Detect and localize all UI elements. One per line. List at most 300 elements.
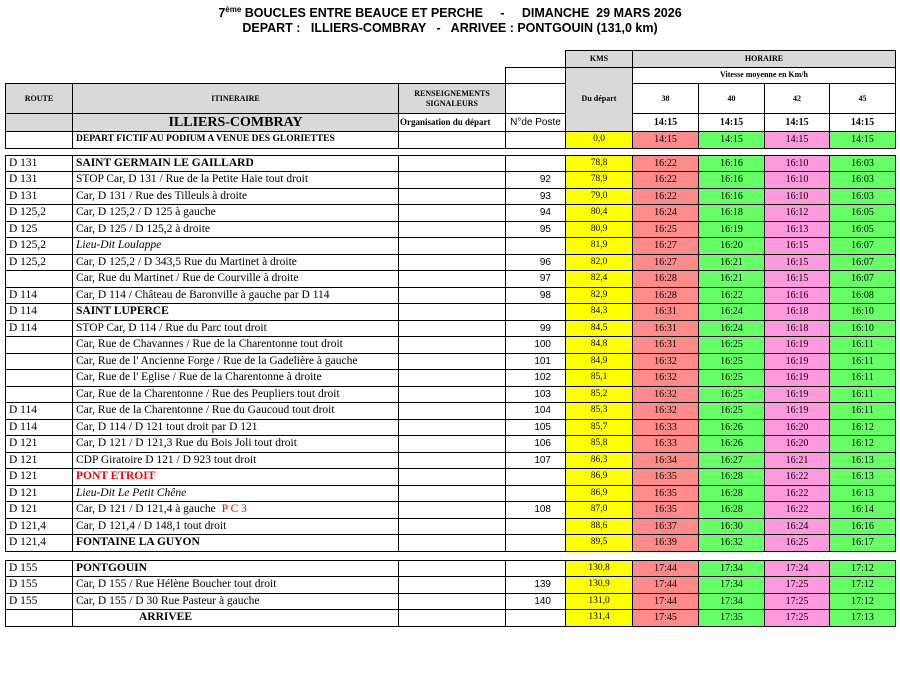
km-cell: 82,0 (566, 254, 633, 271)
km-cell: 84,9 (566, 353, 633, 370)
poste-cell: 108 (506, 502, 566, 519)
time-45-cell: 16:12 (830, 419, 896, 436)
renseignements-cell (399, 188, 506, 205)
route-cell: D 131 (6, 188, 73, 205)
table-row (6, 560, 896, 577)
time-45-cell: 16:13 (830, 469, 896, 486)
time-45-cell: 16:11 (830, 370, 896, 387)
time-42-cell: 16:10 (765, 188, 830, 205)
table-row (6, 188, 896, 205)
poste-cell: 104 (506, 403, 566, 420)
itineraire-text: Car, D 125 / D 125,2 à droite (76, 222, 211, 235)
depart-fictif-text: DEPART FICTIF AU PODIUM A VENUE DES GLORIETTES (73, 132, 399, 149)
time-38-cell: 16:31 (633, 320, 699, 337)
table-row (6, 436, 896, 453)
time-40-cell: 16:16 (699, 155, 765, 172)
renseignements-cell (399, 502, 506, 519)
itineraire-text: Car, D 131 / Rue des Tilleuls à droite (76, 189, 248, 202)
km-cell: 89,5 (566, 535, 633, 552)
time-45-cell: 17:13 (830, 610, 896, 627)
itineraire-text: SAINT LUPERCE (76, 305, 169, 318)
itineraire-text: PONTGOUIN (76, 561, 147, 574)
route-cell: D 121,4 (6, 535, 73, 552)
km-cell: 88,6 (566, 518, 633, 535)
time-45-cell: 16:11 (830, 403, 896, 420)
renseignements-cell (399, 353, 506, 370)
depart-time-42: 14:15 (765, 114, 830, 132)
poste-header: N°de Poste (506, 114, 566, 132)
renseignements-cell (399, 469, 506, 486)
itineraire-text: PONT ETROIT (76, 470, 156, 483)
km-cell: 130,9 (566, 577, 633, 594)
itineraire-text: Lieu-Dit Le Petit Chêne (76, 486, 187, 499)
time-40-cell: 16:24 (699, 320, 765, 337)
time-45-cell: 16:13 (830, 452, 896, 469)
km-cell: 80,9 (566, 221, 633, 238)
time-42-cell: 17:25 (765, 610, 830, 627)
renseignements-cell (399, 535, 506, 552)
itineraire-text: STOP Car, D 131 / Rue de la Petite Haie tout droit (76, 173, 309, 186)
itineraire-cell (73, 469, 399, 486)
time-45-cell: 17:12 (830, 560, 896, 577)
time-40-cell: 16:25 (699, 386, 765, 403)
km-cell: 131,0 (566, 593, 633, 610)
time-40-cell: 16:16 (699, 188, 765, 205)
poste-cell (506, 304, 566, 321)
route-cell: D 125 (6, 221, 73, 238)
km-cell: 86,9 (566, 469, 633, 486)
itineraire-text: Car, D 114 / Château de Baronville à gauche par D 114 (76, 288, 330, 301)
time-45-cell: 16:10 (830, 320, 896, 337)
itineraire-text: Lieu-Dit Loulappe (76, 239, 162, 252)
renseignements-cell (399, 320, 506, 337)
table-row (6, 610, 896, 627)
time-40-cell: 16:20 (699, 238, 765, 255)
poste-cell (506, 560, 566, 577)
time-40-cell: 16:26 (699, 436, 765, 453)
checkpoint-label: P C 3 (221, 503, 247, 516)
km-cell: 86,9 (566, 485, 633, 502)
speed-38-header: 38 (633, 84, 699, 114)
time-45-cell: 16:03 (830, 155, 896, 172)
itineraire-cell (73, 593, 399, 610)
table-row (6, 485, 896, 502)
depart-time-40: 14:15 (699, 114, 765, 132)
km-cell: 82,9 (566, 287, 633, 304)
time-38-cell: 17:44 (633, 577, 699, 594)
route-cell (6, 386, 73, 403)
poste-cell: 98 (506, 287, 566, 304)
itineraire-text: Car, D 155 / Rue Hélène Boucher tout droit (76, 578, 277, 591)
time-38-cell: 16:24 (633, 205, 699, 222)
horaire-header: HORAIRE (633, 51, 896, 68)
km-cell: 85,3 (566, 403, 633, 420)
table-row (6, 254, 896, 271)
time-42-cell: 17:25 (765, 593, 830, 610)
time-40-cell: 16:32 (699, 535, 765, 552)
itineraire-text: Car, Rue de l' Ancienne Forge / Rue de la Gadelière à gauche (76, 354, 358, 367)
renseignements-cell (399, 452, 506, 469)
time-42-cell: 16:21 (765, 452, 830, 469)
km-cell: 84,8 (566, 337, 633, 354)
time-42-cell: 16:22 (765, 469, 830, 486)
itineraire-text: Car, D 155 / D 30 Rue Pasteur à gauche (76, 594, 260, 607)
route-cell: D 125,2 (6, 254, 73, 271)
depart-time-38: 14:15 (633, 114, 699, 132)
time-42-cell: 16:19 (765, 386, 830, 403)
km-cell: 81,9 (566, 238, 633, 255)
itineraire-text: SAINT GERMAIN LE GAILLARD (76, 156, 254, 169)
time-45-cell: 17:12 (830, 593, 896, 610)
itineraire-cell (73, 419, 399, 436)
poste-cell: 99 (506, 320, 566, 337)
time-45-cell: 16:17 (830, 535, 896, 552)
time-40-cell: 16:24 (699, 304, 765, 321)
route-cell: D 155 (6, 560, 73, 577)
table-row (6, 172, 896, 189)
table-row (6, 535, 896, 552)
time-42-cell: 16:19 (765, 403, 830, 420)
poste-cell (506, 535, 566, 552)
time-38-cell: 17:45 (633, 610, 699, 627)
itineraire-text: Car, D 114 / D 121 tout droit par D 121 (76, 420, 258, 433)
time-45-cell: 16:11 (830, 337, 896, 354)
table-row (6, 502, 896, 519)
time-40-cell: 16:28 (699, 502, 765, 519)
du-depart-header: Du départ (566, 67, 633, 132)
renseignements-cell (399, 238, 506, 255)
time-38-cell: 16:31 (633, 304, 699, 321)
time-40-cell: 16:25 (699, 403, 765, 420)
time-38-cell: 16:33 (633, 436, 699, 453)
renseignements-cell (399, 370, 506, 387)
poste-cell: 94 (506, 205, 566, 222)
time-45-cell: 16:03 (830, 172, 896, 189)
poste-cell: 92 (506, 172, 566, 189)
time-38-cell: 16:22 (633, 172, 699, 189)
time-38-cell: 16:32 (633, 370, 699, 387)
time-40-cell: 16:16 (699, 172, 765, 189)
renseignements-cell (399, 271, 506, 288)
table-row (6, 304, 896, 321)
renseignements-cell (399, 593, 506, 610)
itineraire-text: Car, Rue de l' Eglise / Rue de la Charentonne à droite (76, 371, 322, 384)
table-row (6, 287, 896, 304)
poste-cell: 140 (506, 593, 566, 610)
route-cell (6, 370, 73, 387)
route-cell: D 131 (6, 155, 73, 172)
table-row (6, 403, 896, 420)
table-row (6, 155, 896, 172)
route-header: ROUTE (6, 84, 73, 114)
itineraire-cell (73, 287, 399, 304)
itineraire-cell (73, 560, 399, 577)
km-cell: 85,2 (566, 386, 633, 403)
time-42-cell: 16:15 (765, 254, 830, 271)
km-cell: 80,4 (566, 205, 633, 222)
route-cell: D 125,2 (6, 238, 73, 255)
poste-cell (506, 469, 566, 486)
table-row (6, 370, 896, 387)
time-38-cell: 16:25 (633, 221, 699, 238)
time-45-cell: 16:05 (830, 221, 896, 238)
itineraire-header: ITINERAIRE (73, 84, 399, 114)
route-cell: D 121 (6, 452, 73, 469)
itineraire-text: Car, Rue de la Charentonne / Rue des Peupliers tout droit (76, 387, 340, 400)
itineraire-cell (73, 518, 399, 535)
table-row (6, 577, 896, 594)
itineraire-cell (73, 502, 399, 519)
itineraire-cell (73, 386, 399, 403)
route-cell: D 121 (6, 485, 73, 502)
section-gap (6, 551, 896, 560)
time-42-cell: 17:24 (765, 560, 830, 577)
time-42-cell: 16:18 (765, 304, 830, 321)
poste-cell: 93 (506, 188, 566, 205)
time-40-cell: 17:34 (699, 577, 765, 594)
time-45-cell: 16:12 (830, 436, 896, 453)
time-42-cell: 16:19 (765, 337, 830, 354)
itineraire-text: Car, D 125,2 / D 343,5 Rue du Martinet à droite (76, 255, 297, 268)
km-cell: 85,1 (566, 370, 633, 387)
time-45-cell: 16:03 (830, 188, 896, 205)
time-42-cell: 17:25 (765, 577, 830, 594)
itineraire-cell (73, 485, 399, 502)
time-38-cell: 16:27 (633, 238, 699, 255)
depart-fictif-row (6, 132, 896, 149)
time-38-cell: 16:22 (633, 155, 699, 172)
time-40-cell: 16:28 (699, 485, 765, 502)
table-row (6, 419, 896, 436)
edition-suffix: ème (225, 5, 242, 14)
itineraire-cell (73, 221, 399, 238)
time-42-cell: 16:13 (765, 221, 830, 238)
poste-cell (506, 238, 566, 255)
time-42-cell: 16:20 (765, 419, 830, 436)
time-38-cell: 16:37 (633, 518, 699, 535)
itineraire-text: ARRIVEE (138, 611, 193, 624)
time-38-cell: 17:44 (633, 560, 699, 577)
itineraire-text: Car, D 121 / D 121,3 Rue du Bois Joli tout droit (76, 437, 297, 450)
poste-cell: 100 (506, 337, 566, 354)
route-cell: D 155 (6, 593, 73, 610)
renseignements-cell (399, 221, 506, 238)
itineraire-text: Car, Rue du Martinet / Rue de Courville à droite (76, 272, 299, 285)
time-42-cell: 16:25 (765, 535, 830, 552)
time-42-cell: 16:10 (765, 155, 830, 172)
renseignements-cell (399, 577, 506, 594)
time-42-cell: 16:12 (765, 205, 830, 222)
time-40-cell: 17:34 (699, 560, 765, 577)
route-cell: D 121 (6, 436, 73, 453)
table-row (6, 337, 896, 354)
time-42-cell: 16:22 (765, 502, 830, 519)
depart-town: ILLIERS-COMBRAY (73, 114, 399, 132)
time-45-cell: 16:11 (830, 386, 896, 403)
time-40-cell: 16:26 (699, 419, 765, 436)
time-45-cell: 17:12 (830, 577, 896, 594)
poste-cell: 102 (506, 370, 566, 387)
km-cell: 82,4 (566, 271, 633, 288)
km-cell: 85,7 (566, 419, 633, 436)
route-cell (6, 353, 73, 370)
time-45-cell: 16:08 (830, 287, 896, 304)
time-42-cell: 16:24 (765, 518, 830, 535)
itineraire-cell (73, 205, 399, 222)
poste-cell (506, 155, 566, 172)
renseignements-cell (399, 436, 506, 453)
time-40-cell: 16:28 (699, 469, 765, 486)
poste-cell: 96 (506, 254, 566, 271)
time-38-cell: 16:31 (633, 337, 699, 354)
route-cell: D 121 (6, 502, 73, 519)
itineraire-cell (73, 403, 399, 420)
time-45-cell: 16:11 (830, 353, 896, 370)
renseignements-cell (399, 337, 506, 354)
renseignements-cell (399, 287, 506, 304)
route-cell: D 121 (6, 469, 73, 486)
depart-fictif-time-38: 14:15 (633, 132, 699, 149)
time-40-cell: 16:25 (699, 337, 765, 354)
time-38-cell: 16:28 (633, 287, 699, 304)
itineraire-cell (73, 254, 399, 271)
table-row (6, 205, 896, 222)
time-38-cell: 16:32 (633, 386, 699, 403)
poste-cell (506, 485, 566, 502)
km-cell: 85,8 (566, 436, 633, 453)
renseignements-cell (399, 254, 506, 271)
itineraire-cell (73, 337, 399, 354)
time-45-cell: 16:07 (830, 271, 896, 288)
time-40-cell: 17:35 (699, 610, 765, 627)
time-40-cell: 16:21 (699, 271, 765, 288)
renseignements-cell (399, 560, 506, 577)
time-38-cell: 16:32 (633, 353, 699, 370)
speed-45-header: 45 (830, 84, 896, 114)
time-45-cell: 16:07 (830, 254, 896, 271)
route-cell (6, 271, 73, 288)
speed-42-header: 42 (765, 84, 830, 114)
event-title: BOUCLES ENTRE BEAUCE ET PERCHE - DIMANCHE 29 MARS 2026 (241, 6, 682, 21)
time-38-cell: 17:44 (633, 593, 699, 610)
renseignements-cell (399, 419, 506, 436)
itineraire-cell (73, 238, 399, 255)
itineraire-cell (73, 155, 399, 172)
itineraire-cell (73, 610, 399, 627)
renseignements-cell (399, 205, 506, 222)
renseignements-cell (399, 518, 506, 535)
time-42-cell: 16:15 (765, 238, 830, 255)
time-40-cell: 16:22 (699, 287, 765, 304)
time-45-cell: 16:07 (830, 238, 896, 255)
itineraire-text: Car, Rue de Chavannes / Rue de la Charentonne tout droit (76, 338, 343, 351)
time-45-cell: 16:16 (830, 518, 896, 535)
route-cell: D 155 (6, 577, 73, 594)
renseignements-cell (399, 304, 506, 321)
time-42-cell: 16:22 (765, 485, 830, 502)
organisation-depart: Organisation du départ (399, 114, 506, 132)
kms-header: KMS (566, 51, 633, 68)
itineraire-text: Car, Rue de la Charentonne / Rue du Gaucoud tout droit (76, 404, 335, 417)
table-row (6, 452, 896, 469)
depart-time-45: 14:15 (830, 114, 896, 132)
poste-cell (506, 518, 566, 535)
time-40-cell: 16:30 (699, 518, 765, 535)
km-cell: 131,4 (566, 610, 633, 627)
km-cell: 78,9 (566, 172, 633, 189)
route-cell: D 114 (6, 287, 73, 304)
route-cell: D 121,4 (6, 518, 73, 535)
time-42-cell: 16:10 (765, 172, 830, 189)
time-38-cell: 16:35 (633, 485, 699, 502)
time-42-cell: 16:18 (765, 320, 830, 337)
itineraire-cell (73, 370, 399, 387)
renseignements-cell (399, 386, 506, 403)
speed-40-header: 40 (699, 84, 765, 114)
time-45-cell: 16:14 (830, 502, 896, 519)
table-row (6, 386, 896, 403)
route-cell (6, 610, 73, 627)
table-row (6, 271, 896, 288)
time-38-cell: 16:34 (633, 452, 699, 469)
time-38-cell: 16:35 (633, 469, 699, 486)
time-45-cell: 16:10 (830, 304, 896, 321)
itineraire-cell (73, 172, 399, 189)
time-42-cell: 16:19 (765, 353, 830, 370)
km-cell: 84,3 (566, 304, 633, 321)
km-cell: 84,5 (566, 320, 633, 337)
table-row (6, 518, 896, 535)
poste-cell: 101 (506, 353, 566, 370)
poste-cell: 105 (506, 419, 566, 436)
route-cell: D 114 (6, 304, 73, 321)
itineraire-text: Car, D 125,2 / D 125 à gauche (76, 206, 216, 219)
renseignements-cell (399, 485, 506, 502)
depart-fictif-time-40: 14:15 (699, 132, 765, 149)
poste-cell: 95 (506, 221, 566, 238)
time-40-cell: 16:19 (699, 221, 765, 238)
itineraire-text: CDP Giratoire D 121 / D 923 tout droit (76, 453, 257, 466)
poste-cell: 103 (506, 386, 566, 403)
depart-fictif-time-42: 14:15 (765, 132, 830, 149)
depart-fictif-km: 0,0 (566, 132, 633, 149)
vitesse-header: Vitesse moyenne en Km/h (633, 67, 896, 84)
time-40-cell: 16:18 (699, 205, 765, 222)
time-38-cell: 16:39 (633, 535, 699, 552)
page-title-line2: DEPART : ILLIERS-COMBRAY - ARRIVEE : PONTGOUIN (131,0 km) (242, 21, 658, 35)
poste-cell (506, 610, 566, 627)
km-cell: 78,8 (566, 155, 633, 172)
time-38-cell: 16:32 (633, 403, 699, 420)
itineraire-cell (73, 320, 399, 337)
roadbook-table (5, 50, 896, 627)
poste-cell: 107 (506, 452, 566, 469)
km-cell: 86,3 (566, 452, 633, 469)
time-42-cell: 16:20 (765, 436, 830, 453)
itineraire-cell (73, 304, 399, 321)
time-40-cell: 16:21 (699, 254, 765, 271)
itineraire-cell (73, 271, 399, 288)
time-42-cell: 16:16 (765, 287, 830, 304)
itineraire-cell (73, 353, 399, 370)
roadbook-body (6, 51, 896, 627)
route-cell: D 125,2 (6, 205, 73, 222)
route-cell (6, 337, 73, 354)
time-38-cell: 16:27 (633, 254, 699, 271)
route-cell: D 114 (6, 403, 73, 420)
time-40-cell: 16:27 (699, 452, 765, 469)
time-38-cell: 16:28 (633, 271, 699, 288)
